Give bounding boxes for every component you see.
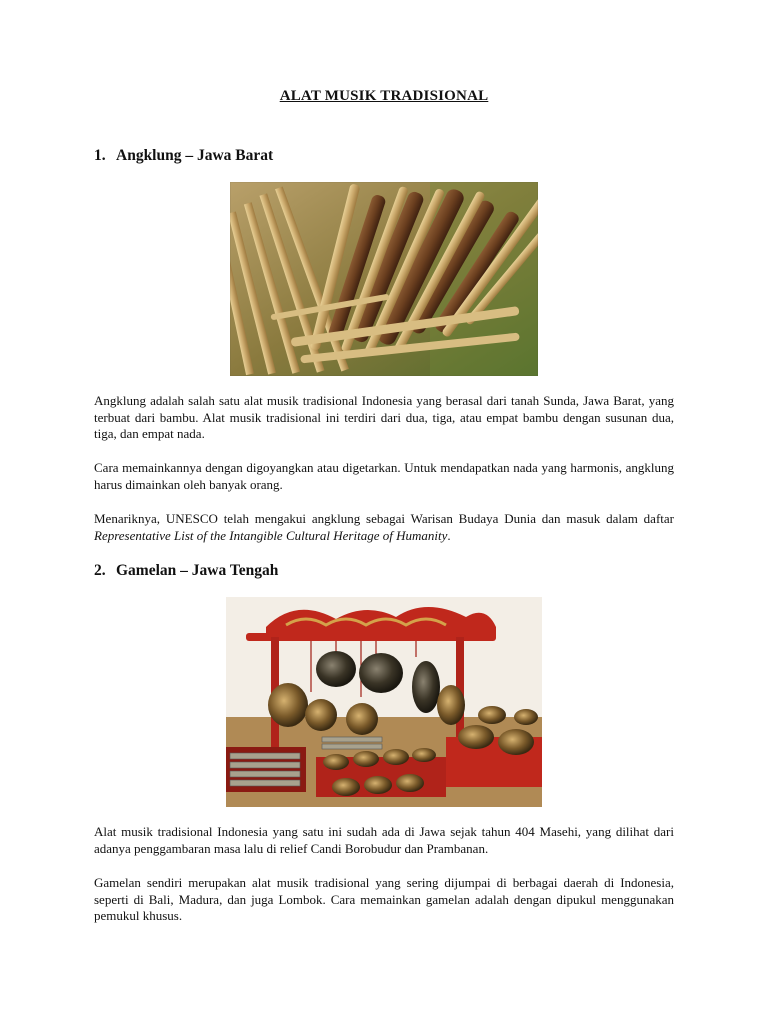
paragraph-unesco: [94, 511, 674, 544]
angklung-photo: [230, 182, 538, 376]
section-number: 2.: [94, 562, 106, 579]
section-title: Gamelan – Jawa Tengah: [116, 562, 279, 579]
document-title: ALAT MUSIK TRADISIONAL: [279, 88, 489, 104]
paragraph-lead: Menariknya, UNESCO telah mengakui angklung sebagai Warisan Budaya Dunia dan masuk dalam daftar: [94, 511, 674, 526]
section-title: Angklung – Jawa Barat: [116, 147, 274, 164]
section-heading-angklung: [94, 147, 273, 165]
paragraph-tail: .: [447, 527, 451, 543]
paragraph: Gamelan sendiri merupakan alat musik tradisional yang sering dijumpai di berbagai daerah di Indonesia, seperti di Bali, Madura, dan juga Lombok. Cara memainkan gamelan adalah dengan dipukul menggunakan pemukul khusus.: [94, 875, 674, 923]
section-number: 1.: [94, 147, 106, 164]
gamelan-photo: [226, 597, 542, 807]
section-heading-gamelan: [94, 562, 278, 580]
paragraph: Angklung adalah salah satu alat musik tradisional Indonesia yang berasal dari tanah Sunda, Jawa Barat, yang terbuat dari bambu. Alat musik tradisional ini terdiri dari dua, tiga, atau empat bambu dengan susunan dua, tiga, dan empat nada.: [94, 393, 674, 441]
paragraph: Cara memainkannya dengan digoyangkan atau digetarkan. Untuk mendapatkan nada yang harmonis, angklung harus dimainkan oleh banyak orang.: [94, 460, 674, 492]
italic-list-name: Representative List of the Intangible Cultural Heritage of Humanity: [94, 527, 448, 543]
paragraph: Alat musik tradisional Indonesia yang satu ini sudah ada di Jawa sejak tahun 404 Masehi, yang dilihat dari adanya penggambaran masa lalu di relief Candi Borobudur dan Prambanan.: [94, 824, 674, 856]
